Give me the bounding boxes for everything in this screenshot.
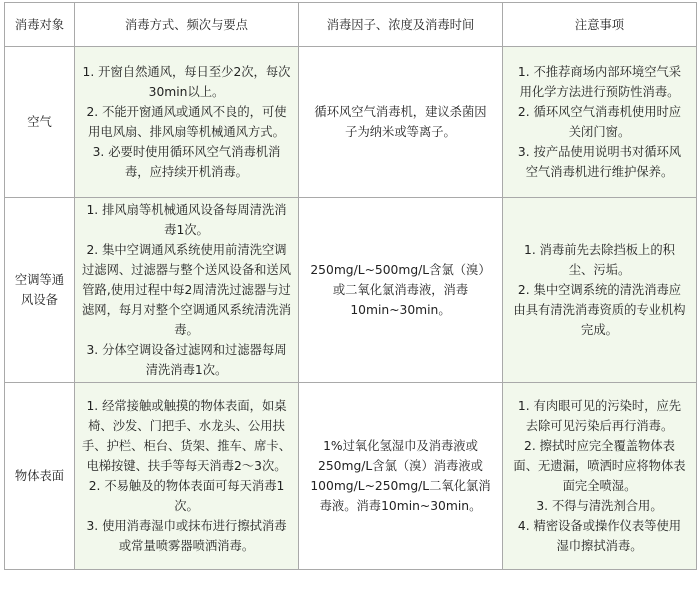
row-factor-hvac: 250mg/L~500mg/L含氯（溴）或二氧化氯消毒液，消毒10min~30min。 [299, 198, 503, 383]
header-object: 消毒对象 [5, 3, 75, 47]
method-item: 2. 集中空调通风系统使用前清洗空调过滤网、过滤器与整个送风设备和送风管路,使用过程中每2周清洗过滤器与过滤网，每月对整个空调通风系统清洗消毒。 [81, 243, 292, 337]
method-item: 2. 不能开窗通风或通风不良的，可使用电风扇、排风扇等机械通风方式。 [86, 105, 287, 139]
note-item: 2. 循环风空气消毒机使用时应关闭门窗。 [517, 105, 682, 139]
method-item: 3. 分体空调设备过滤网和过滤器每周清洗消毒1次。 [86, 343, 287, 377]
method-item: 1. 排风扇等机械通风设备每周清洗消毒1次。 [86, 203, 287, 237]
method-item: 3. 使用消毒湿巾或抹布进行擦拭消毒或常量喷雾器喷洒消毒。 [86, 519, 287, 553]
method-item: 1. 开窗自然通风，每日至少2次，每次30min以上。 [82, 65, 291, 99]
note-item: 1. 不推荐商场内部环境空气采用化学方法进行预防性消毒。 [517, 65, 682, 99]
table-row [5, 47, 697, 198]
row-methods-air [75, 47, 299, 198]
row-object-air: 空气 [5, 47, 75, 198]
method-item: 2. 不易触及的物体表面可每天消毒1次。 [88, 479, 285, 513]
row-notes-hvac [503, 198, 697, 383]
method-item: 1. 经常接触或触摸的物体表面，如桌椅、沙发、门把手、水龙头、公用扶手、护栏、柜台、货架、推车、席卡、电梯按键、扶手等每天消毒2～3次。 [81, 399, 292, 473]
note-item: 3. 不得与清洗剂合用。 [536, 499, 663, 513]
note-item: 1. 消毒前先去除挡板上的积尘、污垢。 [524, 243, 675, 277]
row-methods-surface [75, 383, 299, 570]
note-item: 4. 精密设备或操作仪表等使用湿巾擦拭消毒。 [517, 519, 682, 553]
note-item: 3. 按产品使用说明书对循环风空气消毒机进行维护保养。 [517, 145, 682, 179]
header-notes: 注意事项 [503, 3, 697, 47]
disinfection-table [4, 2, 697, 570]
header-factor: 消毒因子、浓度及消毒时间 [299, 3, 503, 47]
table-header-row [5, 3, 697, 47]
note-item: 1. 有肉眼可见的污染时，应先去除可见污染后再行消毒。 [517, 399, 682, 433]
row-methods-hvac [75, 198, 299, 383]
table-row [5, 383, 697, 570]
row-factor-air: 循环风空气消毒机，建议杀菌因子为纳米或等离子。 [299, 47, 503, 198]
table-row [5, 198, 697, 383]
header-methods: 消毒方式、频次与要点 [75, 3, 299, 47]
row-object-surface: 物体表面 [5, 383, 75, 570]
row-notes-surface [503, 383, 697, 570]
note-item: 2. 集中空调系统的清洗消毒应由具有清洗消毒资质的专业机构完成。 [513, 283, 686, 337]
method-item: 3. 必要时使用循环风空气消毒机消毒，应持续开机消毒。 [92, 145, 281, 179]
note-item: 2. 擦拭时应完全覆盖物体表面、无遗漏，喷洒时应将物体表面完全喷湿。 [513, 439, 686, 493]
row-object-hvac: 空调等通风设备 [5, 198, 75, 383]
row-notes-air [503, 47, 697, 198]
row-factor-surface: 1%过氧化氢湿巾及消毒液或250mg/L含氯（溴）消毒液或100mg/L~250mg/L二氧化氯消毒液。消毒10min~30min。 [299, 383, 503, 570]
